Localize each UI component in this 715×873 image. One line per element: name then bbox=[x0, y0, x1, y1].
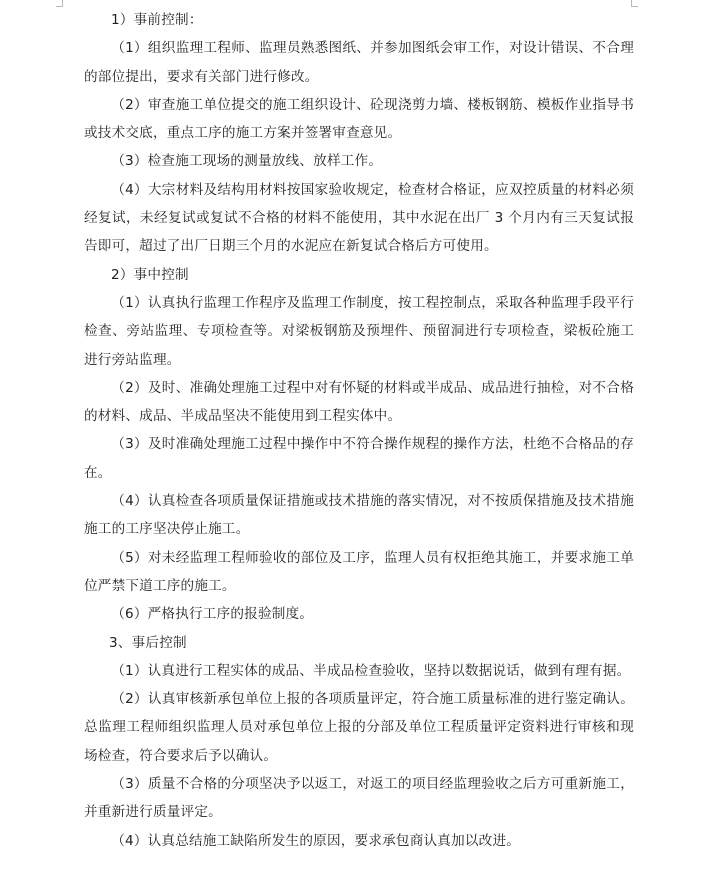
document-body bbox=[84, 6, 634, 855]
paragraph: （6）严格执行工序的报验制度。 bbox=[111, 606, 314, 623]
section-heading-post-control: 3、事后控制 bbox=[109, 634, 187, 651]
paragraph: （4）认真总结施工缺陷所发生的原因，要求承包商认真加以改进。 bbox=[111, 832, 521, 849]
paragraph: （2）及时、准确处理施工过程中对有怀疑的材料或半成品、成品进行抽检，对不合格的材料、成品、半成品坚决不能使用到工程实体中。 bbox=[84, 379, 634, 425]
paragraph: （3）质量不合格的分项坚决予以返工，对返工的项目经监理验收之后方可重新施工，并重新进行质量评定。 bbox=[84, 776, 634, 821]
paragraph: （3）检查施工现场的测量放线、放样工作。 bbox=[111, 153, 383, 170]
section-heading-pre-control: 1）事前控制： bbox=[111, 12, 203, 28]
crop-mark-top-left bbox=[56, 6, 63, 7]
paragraph: （1）认真进行工程实体的成品、半成品检查验收，坚持以数据说话，做到有理有据。 bbox=[111, 662, 631, 679]
paragraph: （2）认真审核新承包单位上报的各项质量评定，符合施工质量标准的进行鉴定确认。总监理工程师组织监理人员对承包单位上报的分部及单位工程质量评定资料进行审核和现场检查，符合要求后予以确认。 bbox=[84, 691, 634, 764]
paragraph: （4）大宗材料及结构用材料按国家验收规定，检查材合格证，应双控质量的材料必须经复试，未经复试或复试不合格的材料不能使用，其中水泥在出厂 3 个月内有三天复试报告即可，超过了出厂日期三个月的水泥应在新复试合格后方可使用。 bbox=[84, 181, 634, 255]
paragraph: （1）认真执行监理工作程序及监理工作制度，按工程控制点，采取各种监理手段平行检查、旁站监理、专项检查等。对梁板钢筋及预埋件、预留洞进行专项检查，梁板砼施工进行旁站监理。 bbox=[84, 294, 634, 368]
paragraph: （2）审查施工单位提交的施工组织设计、砼现浇剪力墙、楼板钢筋、模板作业指导书或技术交底，重点工序的施工方案并签署审查意见。 bbox=[84, 96, 634, 142]
paragraph: （4）认真检查各项质量保证措施或技术措施的落实情况，对不按质保措施及技术措施施工的工序坚决停止施工。 bbox=[84, 493, 634, 538]
paragraph: （1）组织监理工程师、监理员熟悉图纸、并参加图纸会审工作，对设计错误、不合理的部位提出，要求有关部门进行修改。 bbox=[84, 40, 634, 85]
paragraph: （5）对未经监理工程师验收的部位及工序，监理人员有权拒绝其施工，并要求施工单位严禁下道工序的施工。 bbox=[84, 549, 634, 594]
section-heading-in-process-control: 2）事中控制 bbox=[111, 266, 189, 283]
paragraph: （3）及时准确处理施工过程中操作中不符合操作规程的操作方法，杜绝不合格品的存在。 bbox=[84, 436, 634, 481]
